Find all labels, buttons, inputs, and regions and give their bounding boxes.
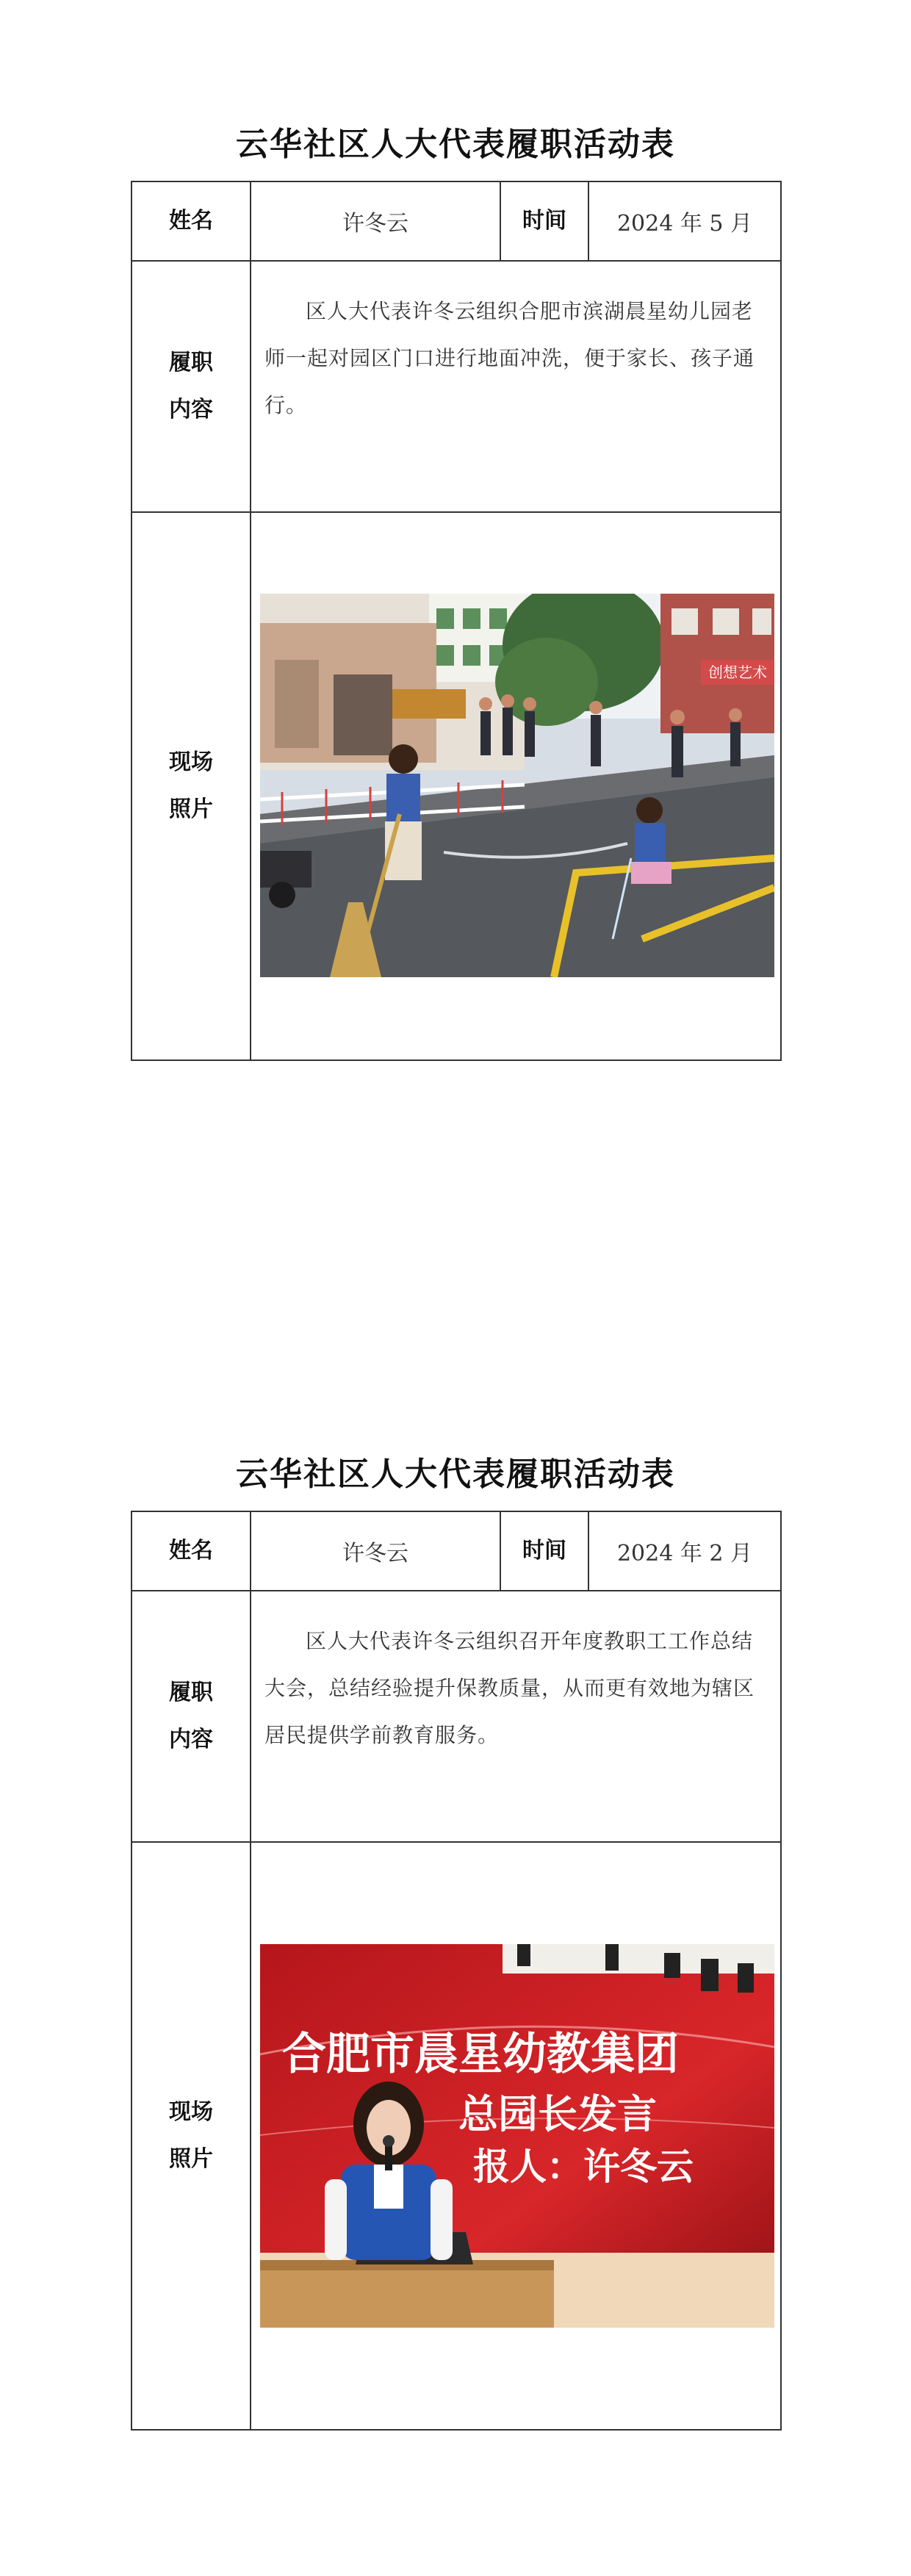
photo-cell (251, 1842, 781, 2430)
name-label: 姓名 (132, 181, 251, 261)
banner-line-2: 总园长发言 (458, 2090, 657, 2137)
record-table (131, 1511, 782, 2431)
form-title: 云华社区人大代表履职活动表 (236, 126, 675, 163)
content-label: 履职 内容 (132, 261, 251, 512)
name-value: 许冬云 (251, 181, 500, 261)
banner-line-1: 合肥市晨星幼教集团 (282, 2029, 679, 2080)
name-value: 许冬云 (251, 1511, 500, 1591)
content-label: 履职 内容 (132, 1591, 251, 1842)
time-label: 时间 (500, 1511, 588, 1591)
content-text: 区人大代表许冬云组织合肥市滨湖晨星幼儿园老师一起对园区门口进行地面冲洗，便于家长、孩子通行。 (251, 261, 781, 512)
banner-line-3: 报人：许冬云 (473, 2145, 694, 2188)
content-text: 区人大代表许冬云组织召开年度教职工工作总结大会，总结经验提升保教质量，从而更有效地为辖区居民提供学前教育服务。 (251, 1591, 781, 1842)
form-title: 云华社区人大代表履职活动表 (236, 1456, 675, 1493)
scene-photo (260, 594, 774, 977)
name-label: 姓名 (132, 1511, 251, 1591)
scene-photo (260, 1944, 774, 2328)
photo-label: 现场 照片 (132, 512, 251, 1060)
record-table (131, 181, 782, 1061)
time-value: 2024 年 5 月 (588, 181, 781, 261)
shop-sign-text: 创想艺术 (708, 663, 767, 681)
time-label: 时间 (500, 181, 588, 261)
time-value: 2024 年 2 月 (588, 1511, 781, 1591)
photo-label: 现场 照片 (132, 1842, 251, 2430)
photo-cell (251, 512, 781, 1060)
